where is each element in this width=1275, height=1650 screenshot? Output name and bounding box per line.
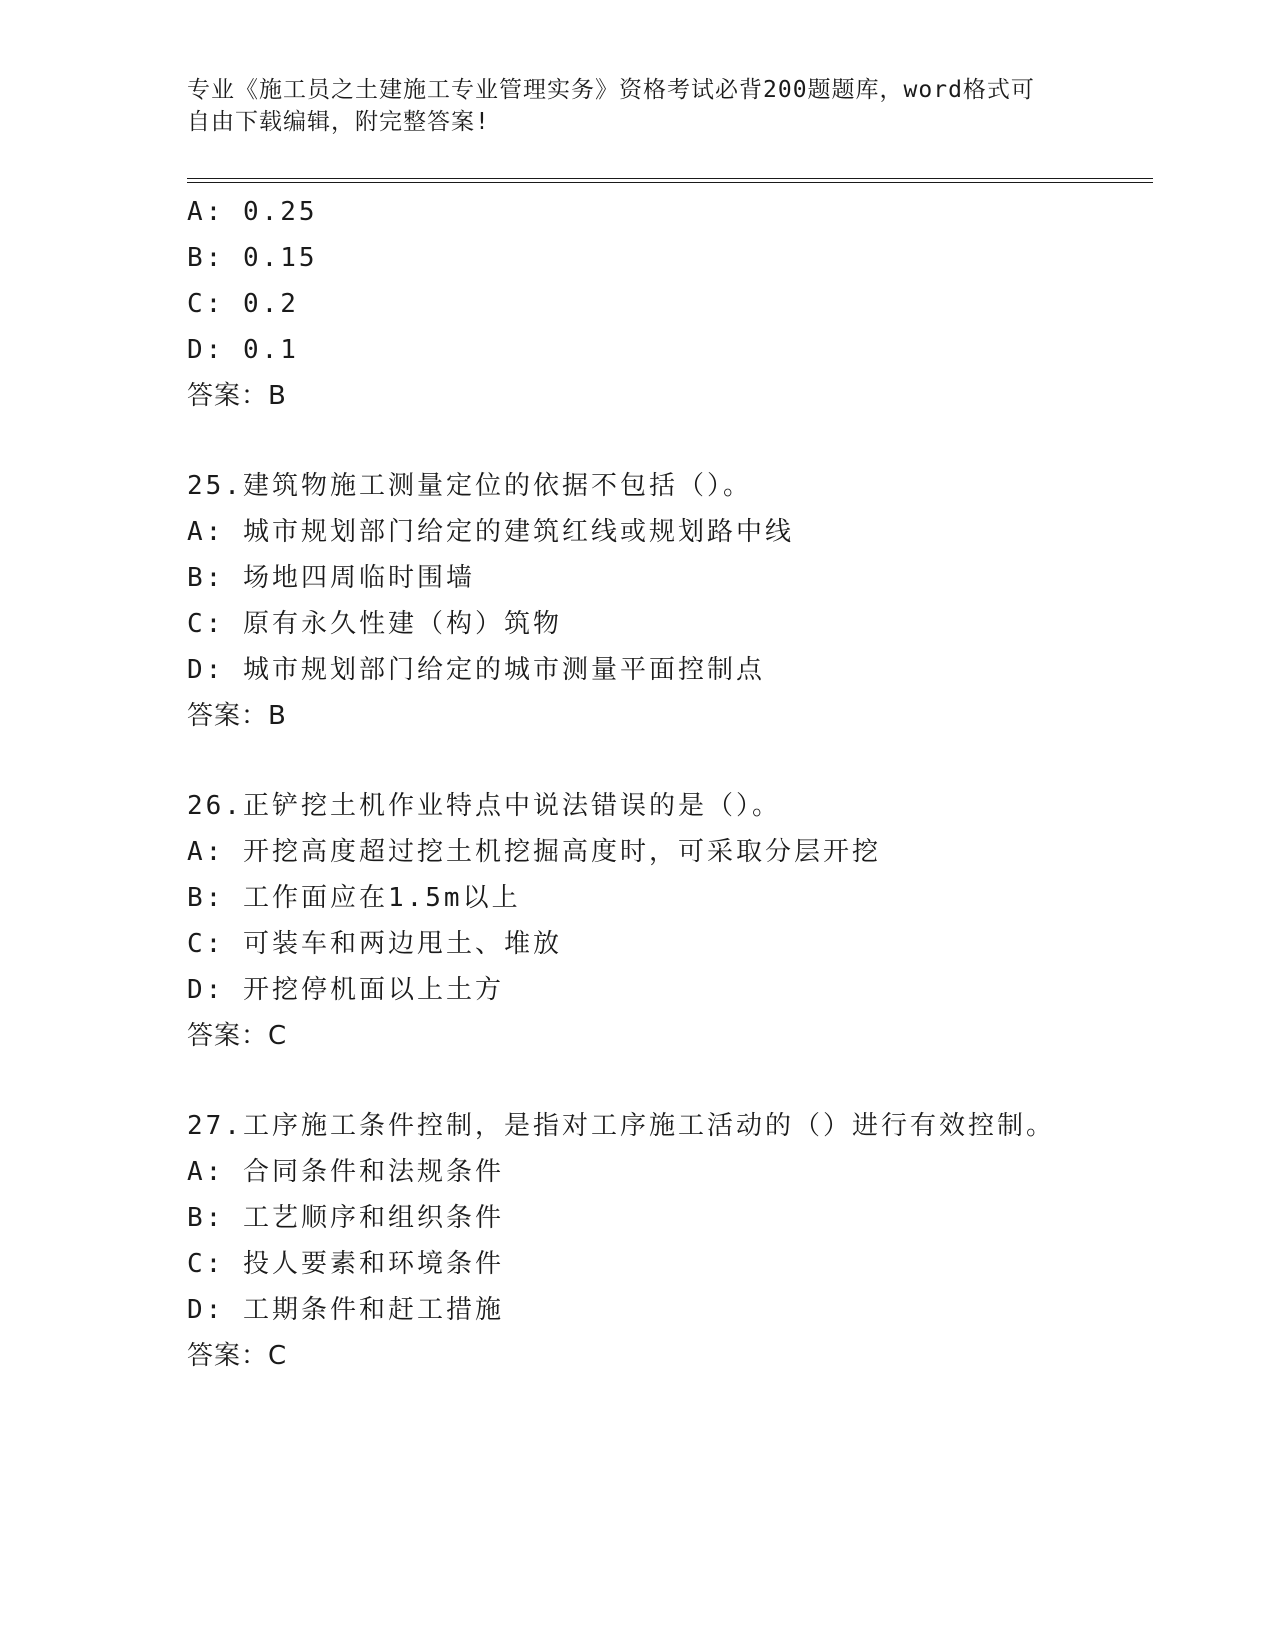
answer-line: 答案：C	[187, 1341, 288, 1371]
option-b: B: 0.15	[187, 243, 318, 273]
answer-line: 答案：C	[187, 1021, 288, 1051]
option-a: A: 城市规划部门给定的建筑红线或规划路中线	[187, 517, 794, 547]
header-line-1: 专业《施工员之土建施工专业管理实务》资格考试必背200题题库，word格式可	[187, 77, 1035, 103]
option-a: A: 0.25	[187, 197, 318, 227]
option-d: D: 开挖停机面以上土方	[187, 975, 504, 1005]
header-divider-bottom	[187, 182, 1153, 183]
option-d: D: 城市规划部门给定的城市测量平面控制点	[187, 655, 765, 685]
option-c: C: 0.2	[187, 289, 299, 319]
question-text: 27.工序施工条件控制，是指对工序施工活动的（）进行有效控制。	[187, 1111, 1055, 1141]
answer-line: 答案：B	[187, 701, 287, 731]
option-d: D: 工期条件和赶工措施	[187, 1295, 504, 1325]
answer-line: 答案：B	[187, 381, 287, 411]
option-c: C: 原有永久性建（构）筑物	[187, 609, 562, 639]
question-text: 25.建筑物施工测量定位的依据不包括（）。	[187, 471, 752, 501]
document-header	[187, 74, 1067, 138]
option-a: A: 合同条件和法规条件	[187, 1157, 504, 1187]
question-text: 26.正铲挖土机作业特点中说法错误的是（）。	[187, 791, 781, 821]
question-block-25	[187, 463, 1187, 739]
option-b: B: 工作面应在1.5m以上	[187, 883, 521, 913]
option-b: B: 工艺顺序和组织条件	[187, 1203, 504, 1233]
question-list	[187, 189, 1187, 1379]
header-line-2: 自由下载编辑，附完整答案!	[187, 109, 490, 135]
option-c: C: 投人要素和环境条件	[187, 1249, 504, 1279]
question-block-26	[187, 783, 1187, 1059]
option-b: B: 场地四周临时围墙	[187, 563, 475, 593]
question-block-24	[187, 189, 1187, 419]
header-divider-top	[187, 178, 1153, 179]
option-a: A: 开挖高度超过挖土机挖掘高度时，可采取分层开挖	[187, 837, 881, 867]
question-block-27	[187, 1103, 1187, 1379]
option-c: C: 可装车和两边甩土、堆放	[187, 929, 562, 959]
option-d: D: 0.1	[187, 335, 299, 365]
